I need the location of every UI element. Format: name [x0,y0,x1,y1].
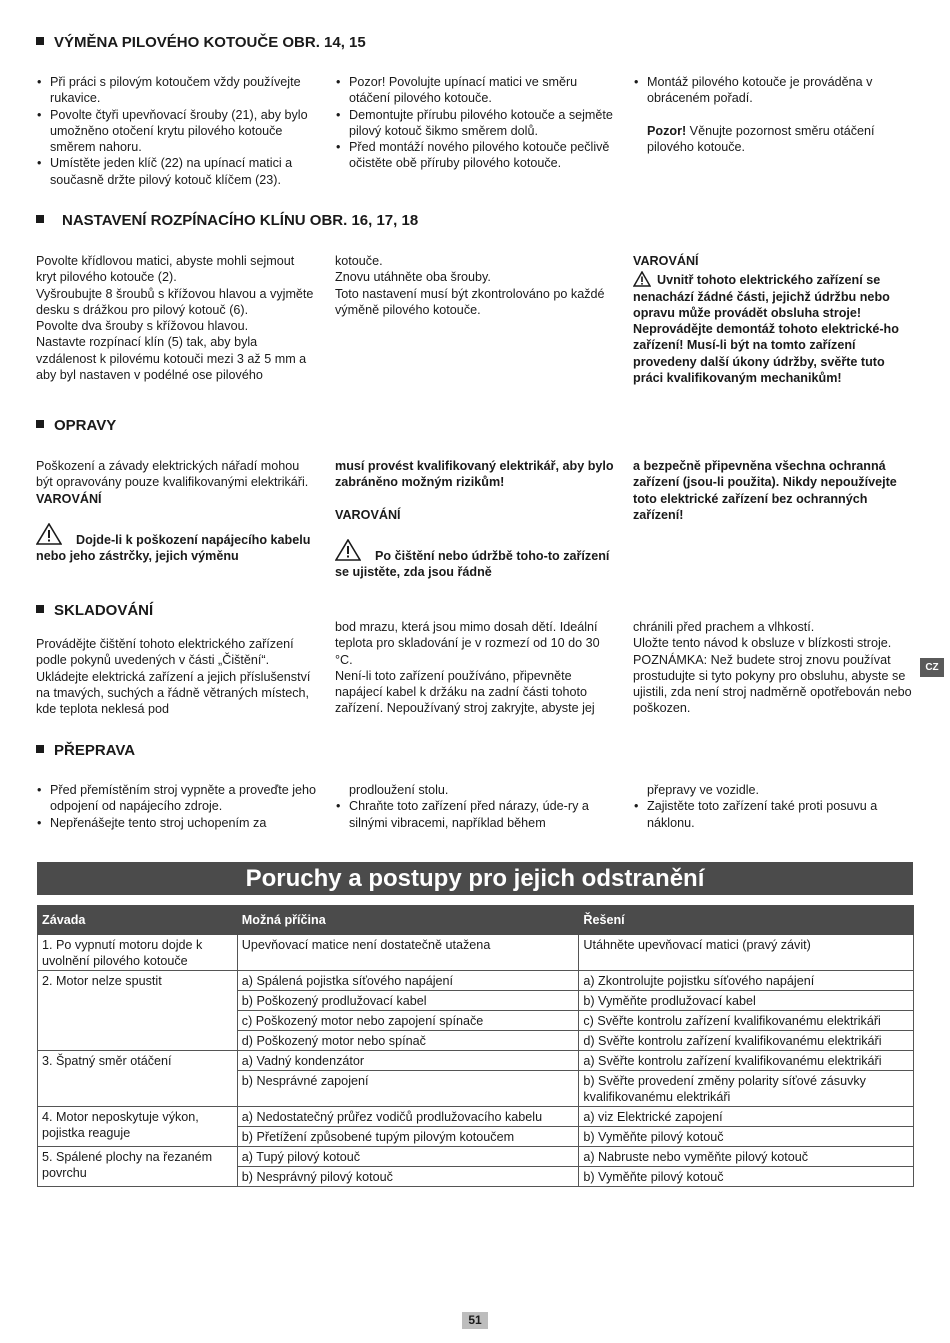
list-item: • Umístěte jeden klíč (22) na upínací matici a současně držte pilový kotouč klíčem (23). [36,155,318,188]
solution-cell: a) Nabruste nebo vyměňte pilový kotouč [579,1147,914,1167]
cause-cell: b) Poškozený prodlužovací kabel [237,991,579,1011]
solution-cell: b) Vyměňte prodlužovací kabel [579,991,914,1011]
fault-cell: 3. Špatný směr otáčení [38,1051,238,1107]
language-tab: CZ [920,658,944,677]
solution-cell: Utáhněte upevňovací matici (pravý závit) [579,935,914,971]
fault-cell: 4. Motor neposkytuje výkon, pojistka reaguje [38,1107,238,1147]
solution-cell: d) Svěřte kontrolu zařízení kvalifikovanému elektrikáři [579,1031,914,1051]
storage-col2: bod mrazu, která jsou mimo dosah dětí. Ideální teplota pro skladování je v rozmezí od 10 do 30 °C. Není-li toto zařízení používáno, připevněte napájecí kabel k držáku na zadní části tohoto zařízení. Nepoužívaný stroj zakryjte, abyste jej [335,620,600,716]
blade-col3 [633,74,915,155]
column-header: Řešení [579,906,914,935]
storage-col3: chránili před prachem a vlhkostí. Uložte tento návod k obsluze v blízkosti stroje. POZNÁMKA: Než budete stroj znovu používat prostudujte si tyto pokyny pro obsluhu, abyste se ujistili, zda není stroj nadměrně opotřebován nebo poškozen. [633,620,912,716]
solution-cell: a) Svěřte kontrolu zařízení kvalifikovanému elektrikáři [579,1051,914,1071]
table-row [38,1107,914,1127]
list-item: • Nepřenášejte tento stroj uchopením za [36,815,318,831]
cause-cell: c) Poškozený motor nebo zapojení spínače [237,1011,579,1031]
blade-col2 [335,74,617,172]
solution-cell: b) Vyměňte pilový kotouč [579,1167,914,1187]
cause-cell: b) Nesprávné zapojení [237,1071,579,1107]
fault-cell: 2. Motor nelze spustit [38,971,238,1051]
cause-cell: a) Spálená pojistka síťového napájení [237,971,579,991]
list-item: • Před montáží nového pilového kotouče pečlivě očistěte obě příruby pilového kotouče. [335,139,617,172]
list-item: • Zajistěte toto zařízení také proti posuvu a náklonu. [633,798,915,831]
list-item: • Montáž pilového kotouče je prováděna v obráceném pořadí. [633,74,915,107]
section-heading-repairs: OPRAVY [36,417,116,435]
warning-icon [633,271,651,287]
table-row [38,1147,914,1167]
cause-cell: d) Poškozený motor nebo spínač [237,1031,579,1051]
cause-cell: b) Nesprávný pilový kotouč [237,1167,579,1187]
list-item: • Chraňte toto zařízení před nárazy, úde-ry a silnými vibracemi, například během [335,798,617,831]
list-item: • Povolte čtyři upevňovací šrouby (21), aby bylo umožněno otočení krytu pilového kotouče směrem nahoru. [36,107,318,156]
table-row [38,1051,914,1071]
column-header: Závada [38,906,238,935]
wedge-col2: kotouče. Znovu utáhněte oba šrouby. Toto nastavení musí být zkontrolováno po každé výměně pilového kotouče. [335,254,605,317]
troubleshooting-table [37,905,914,1187]
cause-cell: a) Vadný kondenzátor [237,1051,579,1071]
list-item: • Pozor! Povolujte upínací matici ve směru otáčení pilového kotouče. [335,74,617,107]
troubleshooting-title: Poruchy a postupy pro jejich odstranění [37,862,913,895]
wedge-col3 [633,253,915,386]
section-heading-blade: VÝMĚNA PILOVÉHO KOTOUČE OBR. 14, 15 [36,34,366,52]
warning-icon [36,523,62,545]
section-heading-transport: PŘEPRAVA [36,742,135,760]
section-heading-wedge: NASTAVENÍ ROZPÍNACÍHO KLÍNU OBR. 16, 17, 18 [36,212,418,230]
warning-title: VAROVÁNÍ [633,254,699,268]
repairs-col1: Poškození a závady elektrických nářadí mohou být opravovány pouze kvalifikovanými elektrikáři. VAROVÁNÍ Dojde-li k poškození napájecího kabelu nebo jeho zástrčky, jejich výměnu [36,459,311,564]
blade-note: Pozor! Věnujte pozornost směru otáčení pilového kotouče. [647,123,875,154]
cause-cell: a) Tupý pilový kotouč [237,1147,579,1167]
solution-cell: b) Svěřte provedení změny polarity síťové zásuvky kvalifikovanému elektrikáři [579,1071,914,1107]
list-item: • Při práci s pilovým kotoučem vždy používejte rukavice. [36,74,318,107]
wedge-col1: Povolte křídlovou matici, abyste mohli sejmout kryt pilového kotouče (2). Vyšroubujte 8 šroubů s křížovou hlavou a vyjměte desku s drážkou pro pilový kotouč (6). Povolte dva šrouby s křížovou hlavou. Nastavte rozpínací klín (5) tak, aby byla vzdálenost k pilovému kotouči mezi 3 až 5 mm a aby byl nastaven v podélné ose pilového [36,254,314,383]
page-number: 51 [462,1312,488,1329]
list-item: • Demontujte přírubu pilového kotouče a sejměte pilový kotouč šikmo směrem dolů. [335,107,617,140]
warning-text: Uvnitř tohoto elektrického zařízení se nenachází žádné části, jejichž údržbu nebo opravu může provádět obsluha stroje! Neprovádějte demontáž tohoto elektrické-ho zařízení! Musí-li být na tomto zařízení provedeny další úkony údržby, svěřte tuto práci kvalifikovaným mechanikům! [633,273,899,386]
transport-col2: prodloužení stolu. • Chraňte toto zařízení před nárazy, úde-ry a silnými vibracemi, například během [335,782,617,831]
solution-cell: c) Svěřte kontrolu zařízení kvalifikovanému elektrikáři [579,1011,914,1031]
transport-col3: přepravy ve vozidle. • Zajistěte toto zařízení také proti posuvu a náklonu. [633,782,915,831]
fault-cell: 5. Spálené plochy na řezaném povrchu [38,1147,238,1187]
cause-cell: b) Přetížení způsobené tupým pilovým kotoučem [237,1127,579,1147]
blade-col1 [36,74,318,188]
storage-col1: Provádějte čištění tohoto elektrického zařízení podle pokynů uvedených v části „Čištění“. Ukládejte elektrická zařízení a jejich příslušenství na tmavých, suchých a řádně větraných místech, kde teplota neklesá pod [36,637,311,717]
cause-cell: a) Nedostatečný průřez vodičů prodlužovacího kabelu [237,1107,579,1127]
transport-col1 [36,782,318,831]
cause-cell: Upevňovací matice není dostatečně utažena [237,935,579,971]
warning-icon [335,539,361,561]
table-row [38,971,914,991]
section-heading-storage: SKLADOVÁNÍ [36,602,153,620]
list-item: • Před přemístěním stroj vypněte a proveďte jeho odpojení od napájecího zdroje. [36,782,318,815]
repairs-col2: musí provést kvalifikovaný elektrikář, aby bylo zabráněno možným rizikům! VAROVÁNÍ Po čištění nebo údržbě toho-to zařízení se ujistěte, zda jsou řádně [335,459,614,580]
solution-cell: b) Vyměňte pilový kotouč [579,1127,914,1147]
column-header: Možná příčina [237,906,579,935]
table-row [38,935,914,971]
solution-cell: a) viz Elektrické zapojení [579,1107,914,1127]
solution-cell: a) Zkontrolujte pojistku síťového napájení [579,971,914,991]
repairs-col3: a bezpečně připevněna všechna ochranná zařízení (jsou-li použita). Nikdy nepoužívejte toto elektrické zařízení bez ochranných zařízení! [633,459,897,522]
fault-cell: 1. Po vypnutí motoru dojde k uvolnění pilového kotouče [38,935,238,971]
